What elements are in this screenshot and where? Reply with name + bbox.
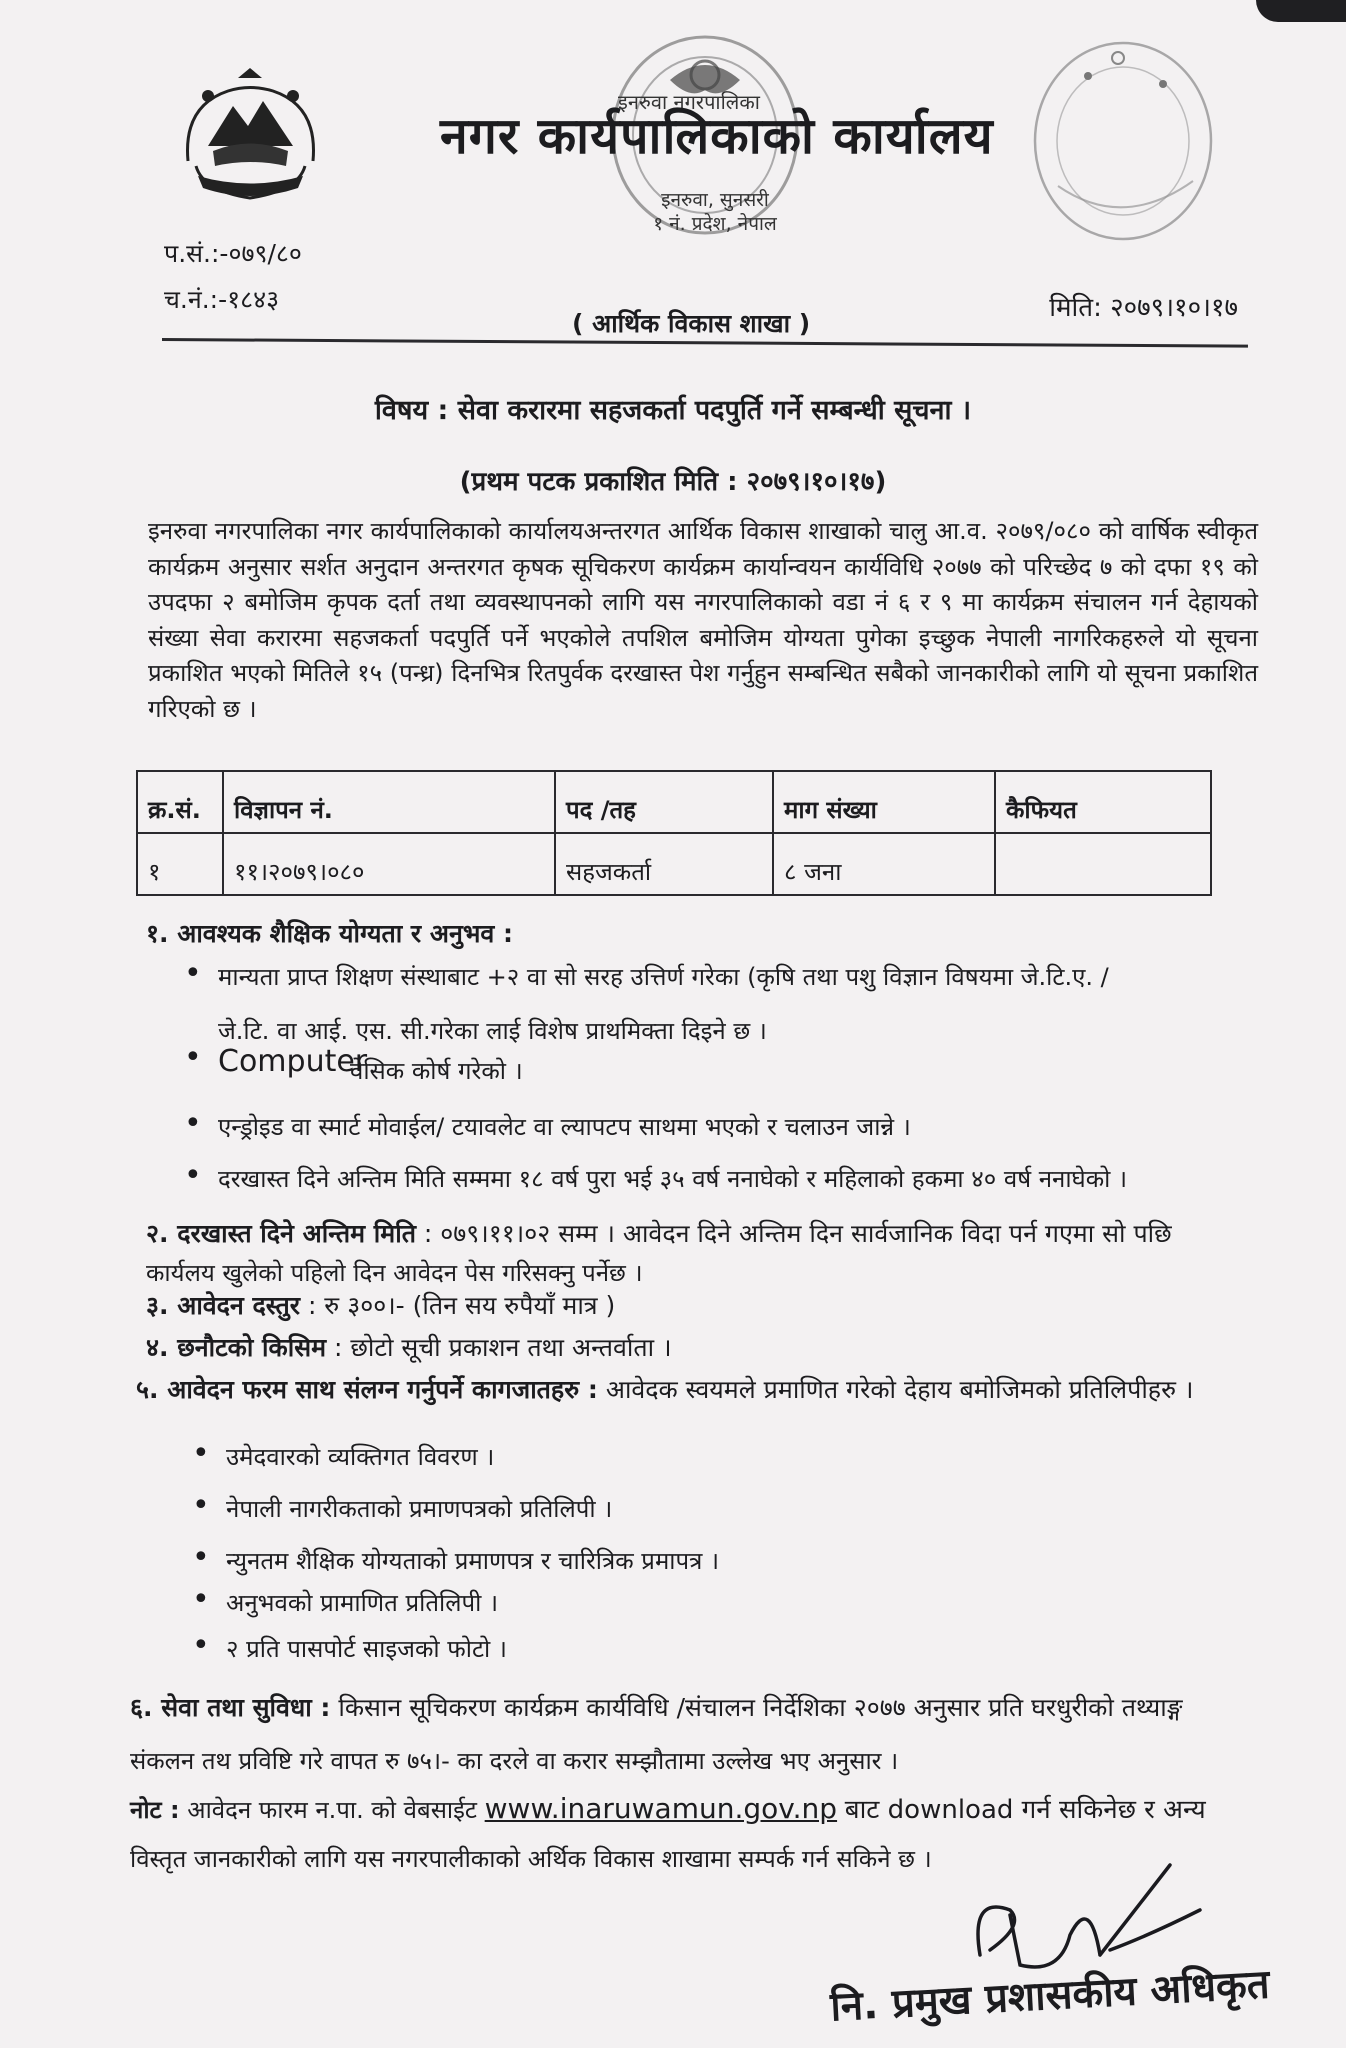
reference-number: प.सं.:-०७९/८०	[164, 239, 302, 268]
list-item: • न्युनतम शैक्षिक योग्यताको प्रमाणपत्र र चारित्रिक प्रमापत्र ।	[226, 1544, 719, 1577]
list-item: • उमेदवारको व्यक्तिगत विवरण ।	[226, 1440, 494, 1473]
note	[130, 1790, 1206, 1826]
note-title: नोट :	[130, 1796, 180, 1824]
section-3	[146, 1288, 615, 1322]
list-item-continued: जे.टि. वा आई. एस. सी.गरेका लाई विशेष प्राथमिक्ता दिइने छ ।	[218, 1017, 767, 1045]
section-6-text-line-2: संकलन तथ प्रविष्टि गरे वापत रु ७५।- का दरले वा करार सम्झौतामा उल्लेख भए अनुसार ।	[130, 1747, 899, 1775]
stamp-line-2: इनरुवा, सुनसरी	[661, 189, 769, 211]
section-2-title: २. दरखास्त दिने अन्तिम मिति	[146, 1219, 416, 1248]
municipality-seal-icon	[1028, 36, 1218, 246]
signatory-title: नि. प्रमुख प्रशासकीय अधिकृत	[829, 1961, 1271, 2031]
cell-ad-no: ११।२०७९।०८०	[223, 833, 555, 895]
list-item-continued: वेसिक कोर्ष गरेको ।	[350, 1057, 523, 1085]
list-item: • २ प्रति पासपोर्ट साइजको फोटो ।	[226, 1632, 507, 1665]
col-sn: क्र.सं.	[137, 771, 223, 833]
section-4-title: ४. छनौटको किसिम	[146, 1333, 327, 1362]
list-item: • एन्ड्रोइड वा स्मार्ट मोवाईल/ टयावलेट वा ल्यापटप साथमा भएको र चलाउन जान्ने ।	[218, 1110, 911, 1143]
stamp-address	[640, 188, 790, 236]
stamp-line-3: १ नं. प्रदेश, नेपाल	[653, 213, 777, 235]
vacancy-table	[136, 770, 1212, 896]
cell-post: सहजकर्ता	[555, 833, 773, 895]
notice-subject: विषय : सेवा करारमा सहजकर्ता पदपुर्ति गर्ने सम्बन्धी सूचना ।	[374, 395, 972, 426]
section-5-text: आवेदक स्वयमले प्रमाणित गरेको देहाय बमोजिमको प्रतिलिपीहरु ।	[605, 1375, 1194, 1404]
note-text-2: बाट download गर्न सकिनेछ र अन्य	[844, 1795, 1206, 1825]
section-6	[130, 1690, 1183, 1724]
section-4	[146, 1330, 672, 1364]
list-item: • दरखास्त दिने अन्तिम मिति सम्ममा १८ वर्ष पुरा भई ३५ वर्ष ननाघेको र महिलाको हकमा ४० वर्ष ननाघेको ।	[218, 1162, 1127, 1195]
published-date: (प्रथम पटक प्रकाशित मिति : २०७९।१०।१७)	[459, 467, 887, 497]
dispatch-number: च.नं.:-१८४३	[164, 285, 280, 314]
stamp-line-1: इनरुवा नगरपालिका	[618, 90, 760, 114]
section-4-text: : छोटो सूची प्रकाशन तथा अन्तर्वाता ।	[334, 1333, 672, 1362]
section-2-text: : ०७९।११।०२ सम्म । आवेदन दिने अन्तिम दिन सार्वजानिक विदा पर्न गएमा सो पछि	[423, 1219, 1172, 1248]
branch-name: ( आर्थिक विकास शाखा )	[572, 309, 811, 338]
section-5	[136, 1372, 1193, 1406]
list-item: • अनुभवको प्रामाणित प्रतिलिपी ।	[226, 1586, 498, 1619]
section-6-title: ६. सेवा तथा सुविधा :	[130, 1693, 331, 1722]
note-text-line-2: विस्तृत जानकारीको लागि यस नगरपालीकाको अर्थिक विकास शाखामा सम्पर्क गर्न सकिने छ ।	[130, 1845, 932, 1873]
section-3-title: ३. आवेदन दस्तुर	[146, 1291, 300, 1320]
section-1-title	[146, 916, 513, 950]
section-6-text: किसान सूचिकरण कार्यक्रम कार्यविधि /संचालन निर्देशिका २०७७ अनुसार प्रति घरधुरीको तथ्याङ्ग	[338, 1693, 1183, 1722]
website-link[interactable]: www.inaruwamun.gov.np	[484, 1792, 838, 1825]
list-item: • मान्यता प्राप्त शिक्षण संस्थाबाट +२ वा सो सरह उत्तिर्ण गरेका (कृषि तथा पशु विज्ञान विषयमा जे.टि.ए. /	[218, 960, 1109, 993]
section-3-text: : रु ३००।- (तिन सय रुपैयाँ मात्र )	[307, 1291, 616, 1320]
cell-demand: ८ जना	[773, 833, 995, 895]
table-header-row	[137, 771, 1211, 833]
col-demand: माग संख्या	[773, 771, 995, 833]
col-remarks: कैफियत	[995, 771, 1211, 833]
col-post: पद /तह	[555, 771, 773, 833]
table-row	[137, 833, 1211, 895]
section-5-title: ५. आवेदन फरम साथ संलग्न गर्नुपर्ने कागजातहरु :	[136, 1375, 598, 1404]
intro-paragraph: इनरुवा नगरपालिका नगर कार्यपालिकाको कार्यालयअन्तरगत आर्थिक विकास शाखाको चालु आ.व. २०७९/०८० को वार्षिक स्वीकृत कार्यक्रम अनुसार सर्शत अनुदान अन्तरगत कृषक सूचिकरण कार्यक्रम कार्यान्वयन कार्यविधि २०७७ को परिच्छेद ७ को दफा १९ को उपदफा २ बमोजिम कृपक दर्ता तथा व्यवस्थापनको लागि यस नगरपालिकाको वडा नं ६ र ९ मा कार्यक्रम संचालन गर्न देहायको संख्या सेवा करारमा सहजकर्ता पदपुर्ति पर्ने भएकोले तपशिल बमोजिम योग्यता पुगेका इच्छुक नेपाली नागरिकहरुले यो सूचना प्रकाशित भएको मितिले १५ (पन्ध्र) दिनभित्र रितपुर्वक दरखास्त पेश गर्नुहुन सम्बन्धित सबैको जानकारीको लागि यो सूचना प्रकाशित गरिएको छ ।	[148, 517, 1258, 723]
notice-date: मिति: २०७९।१०।१७	[1049, 293, 1238, 323]
note-text-1: आवेदन फारम न.पा. को वेबसाईट	[187, 1796, 478, 1824]
nepal-emblem-icon	[168, 66, 333, 216]
page-corner-shadow	[1256, 0, 1346, 22]
section-2-text-line-2: कार्यलय खुलेको पहिलो दिन आवेदन पेस गरिसक्नु पर्नेछ ।	[146, 1259, 643, 1287]
list-item: • नेपाली नागरीकताको प्रमाणपत्रको प्रतिलिपी ।	[226, 1492, 612, 1525]
section-2	[146, 1216, 1172, 1250]
list-item: • Computer	[218, 1044, 367, 1079]
col-ad-no: विज्ञापन नं.	[223, 771, 555, 833]
cell-sn: १	[137, 833, 223, 895]
office-title: नगर कार्यपालिकाको कार्यालय	[440, 107, 994, 165]
cell-remarks	[995, 833, 1211, 895]
section-1-heading: १. आवश्यक शैक्षिक योग्यता र अनुभव :	[146, 919, 513, 948]
